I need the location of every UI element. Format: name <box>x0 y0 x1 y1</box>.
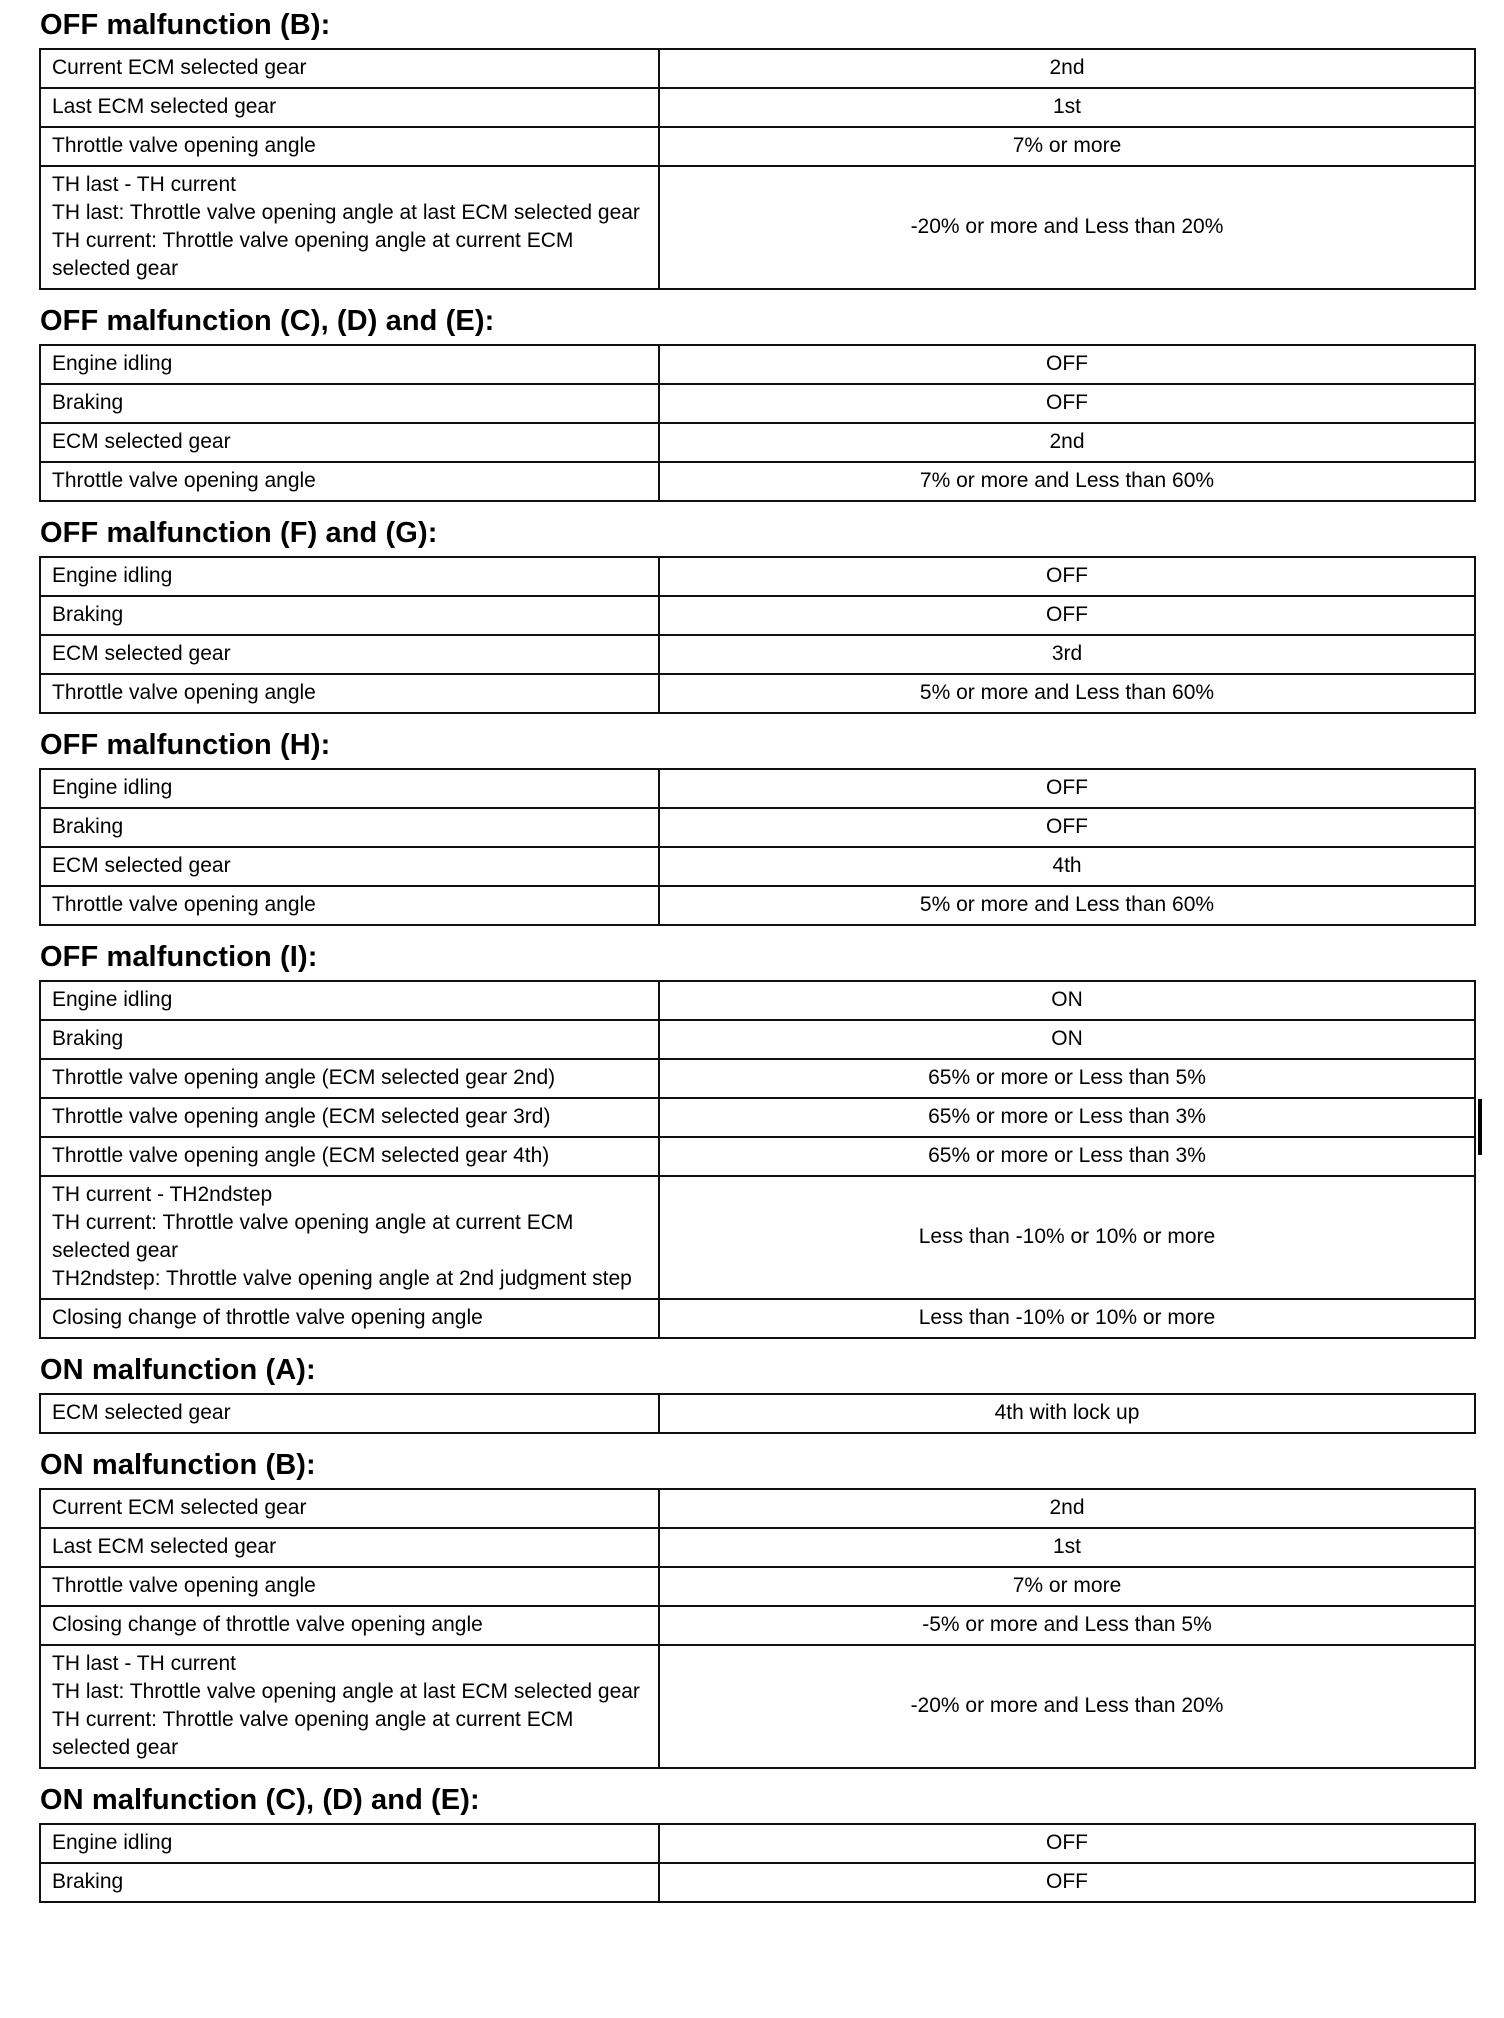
value-cell: 4th <box>659 847 1475 886</box>
table-row <box>40 345 1475 384</box>
value-cell: OFF <box>659 345 1475 384</box>
section-title: OFF malfunction (F) and (G): <box>40 517 438 549</box>
value-cell: 5% or more and Less than 60% <box>659 674 1475 713</box>
parameter-cell <box>40 1059 659 1098</box>
parameter-text: ECM selected gear <box>52 430 231 453</box>
table-row <box>40 49 1475 88</box>
table-row <box>40 808 1475 847</box>
parameter-cell <box>40 1176 659 1299</box>
condition-table <box>39 48 1476 290</box>
parameter-cell <box>40 1299 659 1338</box>
value-cell: OFF <box>659 557 1475 596</box>
parameter-text: TH current: Throttle valve opening angle at current ECM selected gear <box>52 1211 574 1262</box>
parameter-text: Throttle valve opening angle <box>52 469 316 492</box>
parameter-cell <box>40 1489 659 1528</box>
parameter-text: Throttle valve opening angle (ECM selected gear 3rd) <box>52 1105 551 1128</box>
parameter-cell <box>40 847 659 886</box>
value-cell: 3rd <box>659 635 1475 674</box>
value-cell: ON <box>659 981 1475 1020</box>
parameter-text: Braking <box>52 1027 124 1050</box>
parameter-text: Throttle valve opening angle <box>52 1574 316 1597</box>
parameter-text: TH last: Throttle valve opening angle at last ECM selected gear <box>52 201 640 224</box>
parameter-text: Throttle valve opening angle <box>52 134 316 157</box>
page-edge-mark <box>1478 1099 1482 1155</box>
value-cell: 2nd <box>659 1489 1475 1528</box>
parameter-cell <box>40 88 659 127</box>
condition-table <box>39 768 1476 926</box>
value-cell: OFF <box>659 1863 1475 1902</box>
table-row <box>40 847 1475 886</box>
table-row <box>40 88 1475 127</box>
parameter-cell <box>40 886 659 925</box>
value-cell: Less than -10% or 10% or more <box>659 1176 1475 1299</box>
parameter-cell <box>40 384 659 423</box>
condition-table <box>39 1488 1476 1769</box>
table-row <box>40 1824 1475 1863</box>
parameter-text: Engine idling <box>52 776 173 799</box>
parameter-text: Throttle valve opening angle (ECM selected gear 4th) <box>52 1144 550 1167</box>
parameter-cell <box>40 1567 659 1606</box>
parameter-cell <box>40 674 659 713</box>
value-cell: 2nd <box>659 423 1475 462</box>
parameter-text: Engine idling <box>52 352 173 375</box>
parameter-cell <box>40 981 659 1020</box>
table-row <box>40 384 1475 423</box>
parameter-text: Throttle valve opening angle <box>52 893 316 916</box>
parameter-text: TH current - TH2ndstep <box>52 1183 273 1206</box>
table-row <box>40 1176 1475 1299</box>
table-row <box>40 1137 1475 1176</box>
value-cell: 65% or more or Less than 3% <box>659 1137 1475 1176</box>
parameter-text: TH last: Throttle valve opening angle at last ECM selected gear <box>52 1680 640 1703</box>
table-row <box>40 635 1475 674</box>
parameter-cell <box>40 49 659 88</box>
table-row <box>40 557 1475 596</box>
section-title: ON malfunction (A): <box>40 1354 316 1386</box>
table-row <box>40 886 1475 925</box>
parameter-cell <box>40 1137 659 1176</box>
section-title: ON malfunction (C), (D) and (E): <box>40 1784 480 1816</box>
document-page <box>39 8 1476 1917</box>
condition-table <box>39 1823 1476 1903</box>
parameter-text: Throttle valve opening angle (ECM selected gear 2nd) <box>52 1066 556 1089</box>
parameter-text: Current ECM selected gear <box>52 1496 307 1519</box>
table-row <box>40 1299 1475 1338</box>
parameter-cell <box>40 1863 659 1902</box>
value-cell: 1st <box>659 1528 1475 1567</box>
table-row <box>40 1489 1475 1528</box>
parameter-text: TH current: Throttle valve opening angle at current ECM selected gear <box>52 1708 574 1759</box>
table-row <box>40 1863 1475 1902</box>
parameter-text: Current ECM selected gear <box>52 56 307 79</box>
parameter-text: TH last - TH current <box>52 173 236 196</box>
value-cell: 1st <box>659 88 1475 127</box>
value-cell: 5% or more and Less than 60% <box>659 886 1475 925</box>
parameter-cell <box>40 127 659 166</box>
parameter-text: Throttle valve opening angle <box>52 681 316 704</box>
table-row <box>40 462 1475 501</box>
value-cell: -20% or more and Less than 20% <box>659 1645 1475 1768</box>
table-row <box>40 166 1475 289</box>
parameter-cell <box>40 1098 659 1137</box>
table-row <box>40 769 1475 808</box>
table-row <box>40 674 1475 713</box>
parameter-cell <box>40 635 659 674</box>
parameter-cell <box>40 1606 659 1645</box>
parameter-cell <box>40 769 659 808</box>
value-cell: 65% or more or Less than 3% <box>659 1098 1475 1137</box>
table-row <box>40 1606 1475 1645</box>
value-cell: 4th with lock up <box>659 1394 1475 1433</box>
parameter-text: Engine idling <box>52 988 173 1011</box>
parameter-text: Braking <box>52 391 124 414</box>
value-cell: 65% or more or Less than 5% <box>659 1059 1475 1098</box>
section-title: OFF malfunction (H): <box>40 729 331 761</box>
parameter-text: Engine idling <box>52 1831 173 1854</box>
parameter-cell <box>40 1528 659 1567</box>
parameter-text: TH2ndstep: Throttle valve opening angle at 2nd judgment step <box>52 1267 632 1290</box>
table-row <box>40 1098 1475 1137</box>
parameter-cell <box>40 166 659 289</box>
parameter-text: Closing change of throttle valve opening angle <box>52 1306 483 1329</box>
value-cell: 7% or more <box>659 127 1475 166</box>
parameter-cell <box>40 1824 659 1863</box>
parameter-cell <box>40 808 659 847</box>
section-title: OFF malfunction (I): <box>40 941 318 973</box>
parameter-cell <box>40 1020 659 1059</box>
table-row <box>40 981 1475 1020</box>
table-row <box>40 1394 1475 1433</box>
value-cell: OFF <box>659 808 1475 847</box>
section-title: OFF malfunction (B): <box>40 9 331 41</box>
parameter-cell <box>40 345 659 384</box>
parameter-text: Closing change of throttle valve opening angle <box>52 1613 483 1636</box>
parameter-text: Engine idling <box>52 564 173 587</box>
value-cell: OFF <box>659 1824 1475 1863</box>
table-row <box>40 127 1475 166</box>
section-title: ON malfunction (B): <box>40 1449 316 1481</box>
table-row <box>40 596 1475 635</box>
condition-table <box>39 980 1476 1339</box>
value-cell: -20% or more and Less than 20% <box>659 166 1475 289</box>
value-cell: OFF <box>659 769 1475 808</box>
value-cell: 7% or more <box>659 1567 1475 1606</box>
parameter-cell <box>40 1394 659 1433</box>
parameter-cell <box>40 557 659 596</box>
table-row <box>40 1059 1475 1098</box>
value-cell: OFF <box>659 596 1475 635</box>
parameter-cell <box>40 596 659 635</box>
parameter-cell <box>40 1645 659 1768</box>
value-cell: 7% or more and Less than 60% <box>659 462 1475 501</box>
parameter-text: TH last - TH current <box>52 1652 236 1675</box>
section-title: OFF malfunction (C), (D) and (E): <box>40 305 495 337</box>
parameter-text: ECM selected gear <box>52 854 231 877</box>
parameter-text: ECM selected gear <box>52 1401 231 1424</box>
table-row <box>40 1567 1475 1606</box>
parameter-text: Braking <box>52 603 124 626</box>
table-row <box>40 423 1475 462</box>
value-cell: OFF <box>659 384 1475 423</box>
value-cell: ON <box>659 1020 1475 1059</box>
parameter-text: TH current: Throttle valve opening angle at current ECM selected gear <box>52 229 574 280</box>
condition-table <box>39 556 1476 714</box>
table-row <box>40 1528 1475 1567</box>
parameter-cell <box>40 423 659 462</box>
condition-table <box>39 1393 1476 1434</box>
condition-table <box>39 344 1476 502</box>
parameter-text: Last ECM selected gear <box>52 1535 277 1558</box>
table-row <box>40 1645 1475 1768</box>
value-cell: -5% or more and Less than 5% <box>659 1606 1475 1645</box>
parameter-text: Braking <box>52 815 124 838</box>
value-cell: Less than -10% or 10% or more <box>659 1299 1475 1338</box>
value-cell: 2nd <box>659 49 1475 88</box>
parameter-text: ECM selected gear <box>52 642 231 665</box>
parameter-cell <box>40 462 659 501</box>
parameter-text: Braking <box>52 1870 124 1893</box>
table-row <box>40 1020 1475 1059</box>
parameter-text: Last ECM selected gear <box>52 95 277 118</box>
